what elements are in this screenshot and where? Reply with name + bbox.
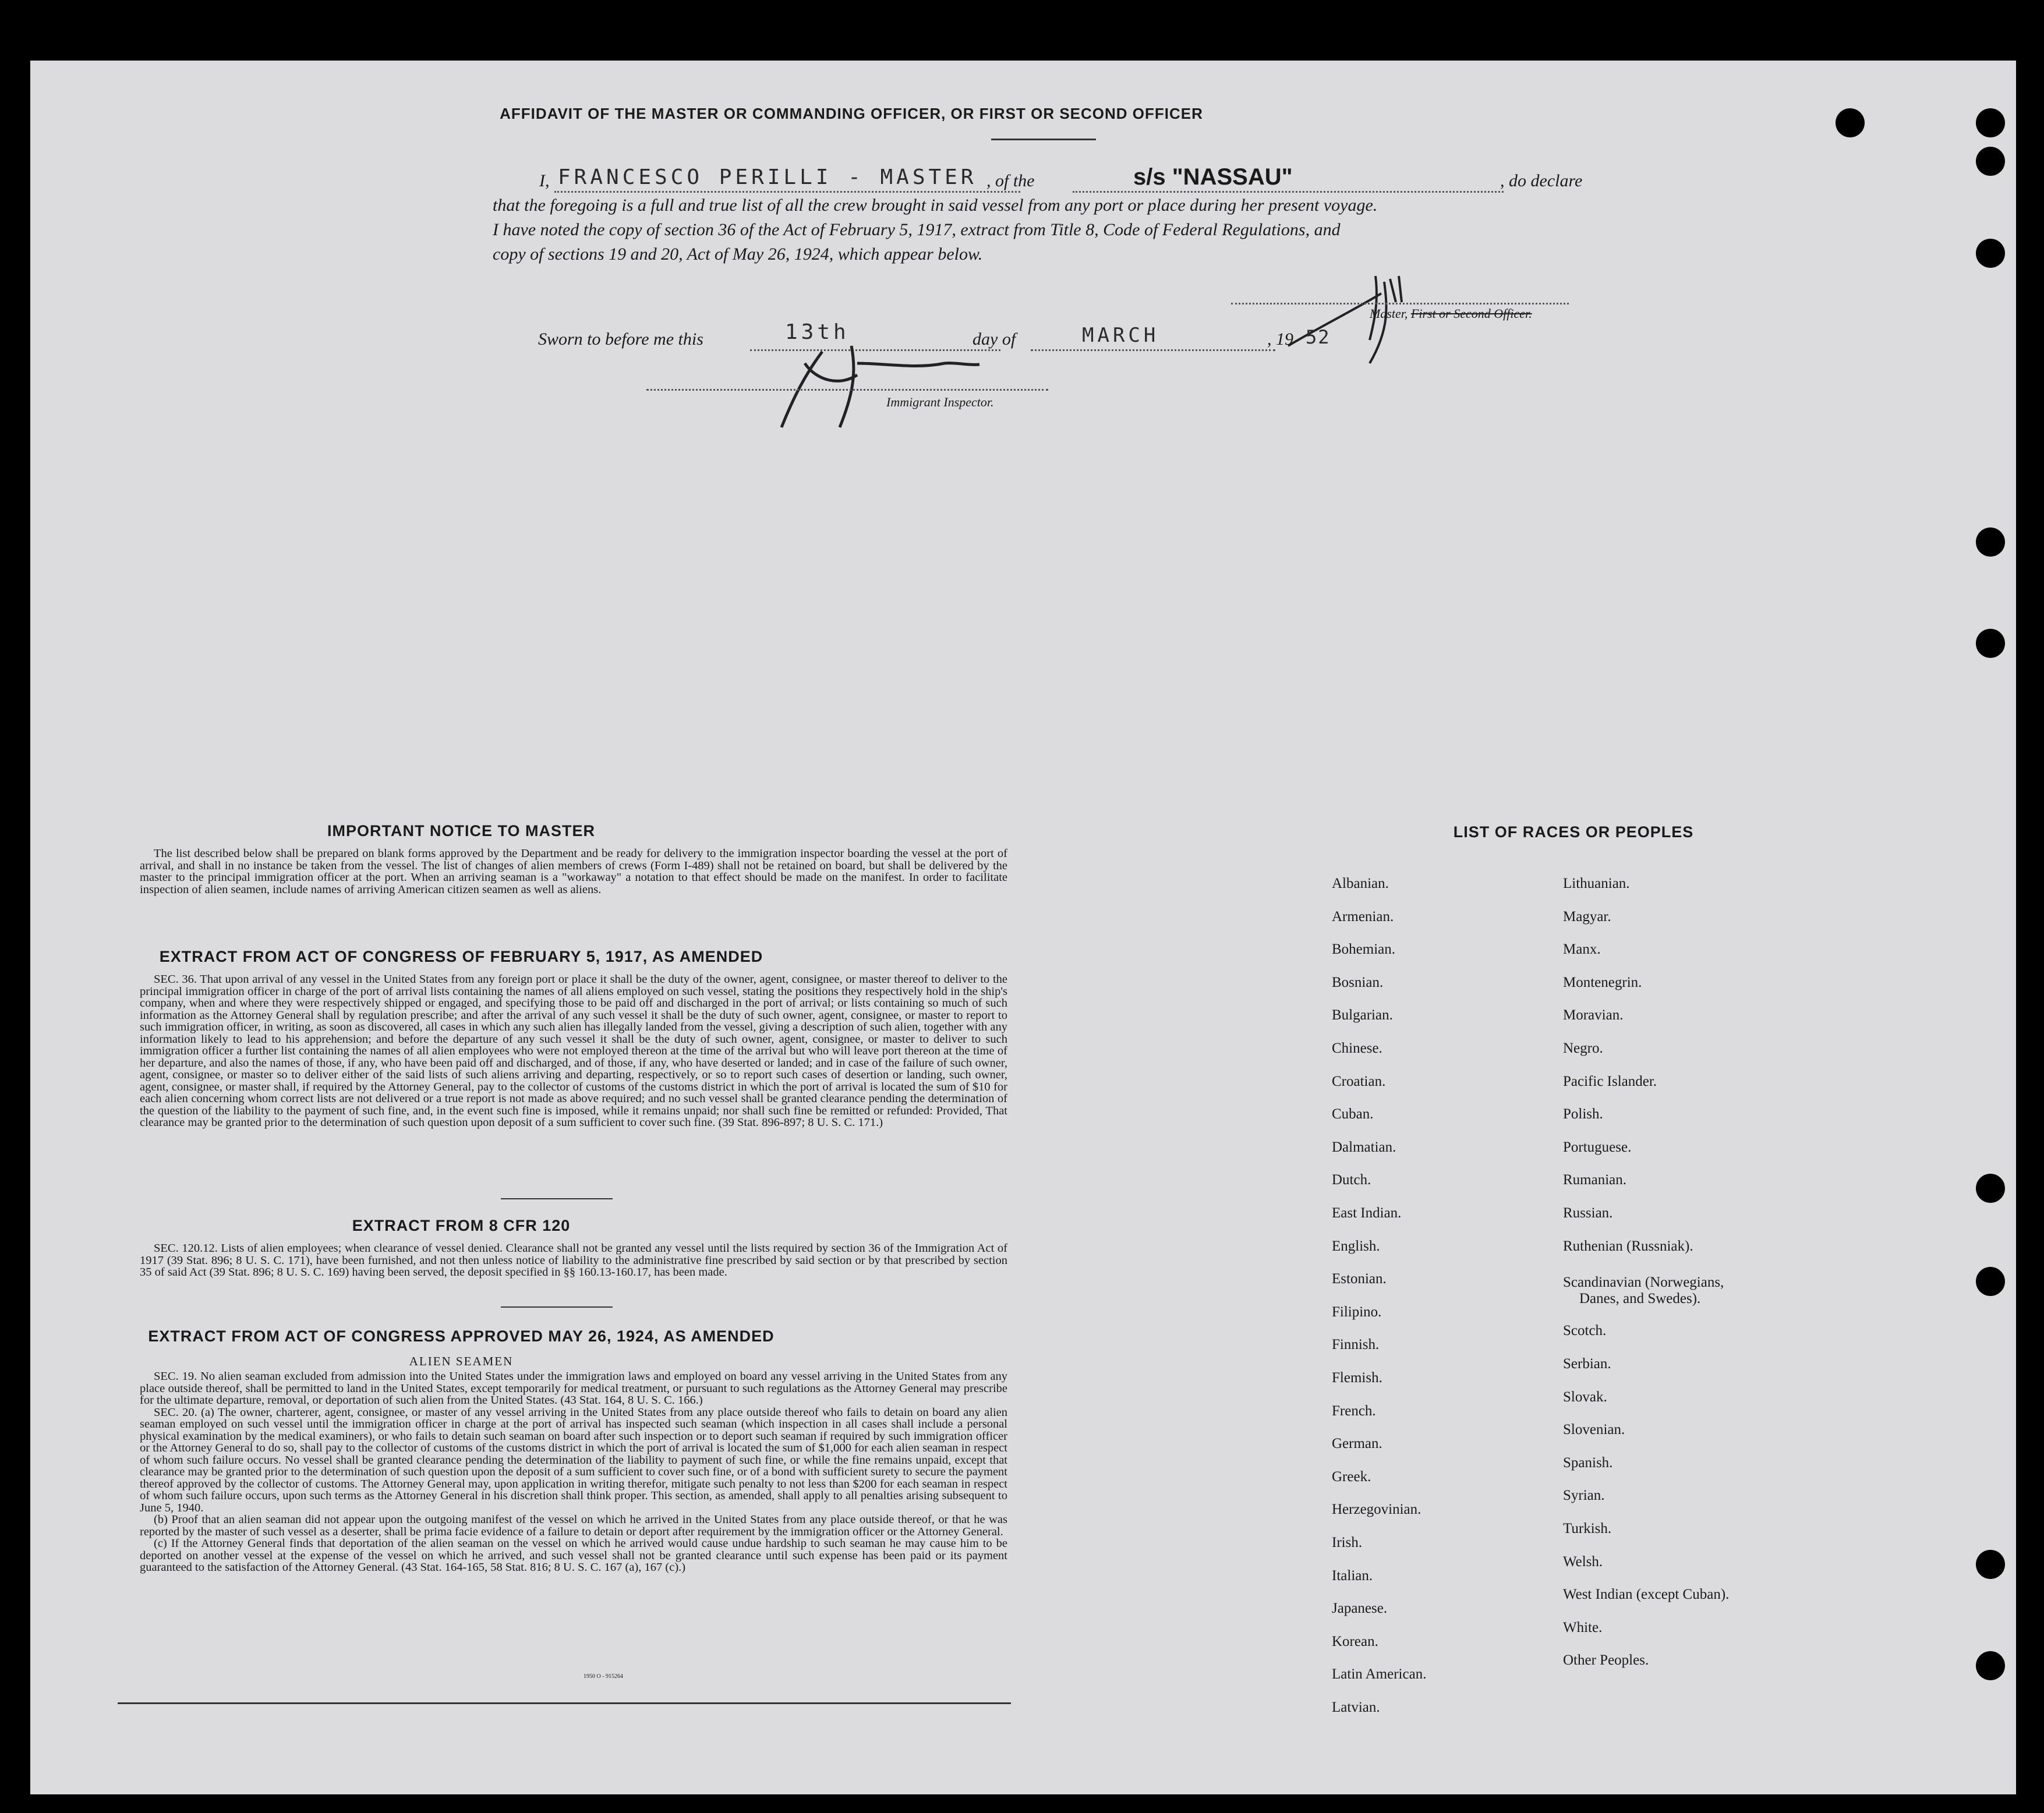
race-item: Slovenian. [1563, 1422, 1625, 1437]
extract-1924-body [140, 1371, 1007, 1574]
notice-paragraph: The list described below shall be prepared on blank forms approved by the Department and be ready for delivery to the immigration inspector boarding the vessel at the port of arrival, and shall in no instance be taken from the vessel. The list of changes of alien members of crews (Form I-489) shall not be retained on board, but shall be delivered by the master to the principal immigration officer at the port. When an arriving seaman is a "workaway" a notation to that effect should be made on the manifest. In order to facilitate inspection of alien seamen, include names of arriving American citizen seamen as well as aliens. [140, 847, 1007, 896]
punch-hole [1976, 629, 2005, 658]
race-item: Manx. [1563, 941, 1601, 957]
master-caption [1370, 306, 1532, 321]
race-item: Dalmatian. [1332, 1139, 1396, 1155]
race-item: Moravian. [1563, 1007, 1624, 1023]
punch-hole [1976, 239, 2005, 268]
race-item: Pacific Islander. [1563, 1074, 1657, 1089]
master-label: Master, [1370, 306, 1408, 321]
race-item: French. [1332, 1403, 1376, 1419]
extract-8cfr-body [140, 1242, 1007, 1279]
race-item: Croatian. [1332, 1074, 1386, 1089]
vessel-name: s/s "NASSAU" [1133, 164, 1293, 190]
races-heading: LIST OF RACES OR PEOPLES [1453, 823, 1694, 841]
punch-hole [1976, 147, 2005, 176]
race-item: Lithuanian. [1563, 876, 1630, 891]
section-36-paragraph: SEC. 36. That upon arrival of any vessel in the United States from any foreign port or place it shall be the duty of the owner, agent, consignee, or master thereof to deliver to the principal immigration officer in charge of the port of arrival lists containing the names of all aliens employed on such vessel, stating the positions they respectively hold in the ship's company, when and where they were respectively shipped or engaged, and specifying those to be paid off and discharged in the port of arrival; or lists containing so much of such information as the Attorney General shall by regulation prescribe; and after the arrival of any such vessel it shall be the duty of such owner, agent, consignee, or master to report to such immigration officer, in writing, as soon as discovered, all cases in which any such alien has illegally landed from the vessel, giving a description of such alien, together with any information likely to lead to his apprehension; and before the departure of any such vessel it shall be the duty of such owner, agent, consignee, or master to deliver to such immigration officer a further list containing the names of all alien employees who were not employed thereon at the time of the arrival but who will leave port thereon at the time of her departure, and also the names of those, if any, who have been paid off and discharged, and of those, if any, who have deserted or landed; and in case of the failure of such owner, agent, consignee, or master so to deliver either of the said lists of such aliens arriving and departing, respectively, or so to report such cases of desertion or landing, such owner, agent, consignee, or master shall, if required by the Attorney General, pay to the collector of customs of the customs district in which the port of arrival is located the sum of $10 for each alien concerning whom correct lists are not delivered or a true report is not made as above required; and no such vessel shall be granted clearance pending the determination of the question of the liability to the payment of such fine, and, in the event such fine is imposed, while it remains unpaid; nor shall such fine be remitted or refunded: Provided, That clearance may be granted prior to the determination of such question upon deposit of a sum sufficient to cover such fine. (39 Stat. 896-897; 8 U. S. C. 171.) [140, 973, 1007, 1129]
race-item: Magyar. [1563, 909, 1611, 925]
race-item: Herzegovinian. [1332, 1502, 1421, 1517]
race-item: Korean. [1332, 1634, 1378, 1649]
race-item: West Indian (except Cuban). [1563, 1587, 1730, 1602]
inspector-signature-line [646, 389, 1048, 391]
extract-8cfr-heading: EXTRACT FROM 8 CFR 120 [352, 1217, 571, 1234]
race-item: Bulgarian. [1332, 1007, 1393, 1023]
month-line [1031, 349, 1275, 351]
master-name-handwritten: FRANCESCO PERILLI - MASTER [558, 165, 977, 189]
year-handwritten: 52 [1306, 326, 1331, 348]
affidavit-line-3: copy of sections 19 and 20, Act of May 26, 1924, which appear below. [493, 245, 983, 264]
master-signature-line [1231, 303, 1569, 304]
race-item: Montenegrin. [1563, 975, 1642, 990]
punch-hole [1976, 1174, 2005, 1203]
year-label: , 19 [1267, 330, 1293, 349]
print-code: 1950 O - 915264 [584, 1673, 624, 1680]
race-item: Russian. [1563, 1205, 1613, 1221]
notice-body [140, 848, 1007, 895]
race-item: Greek. [1332, 1469, 1371, 1485]
race-item: Welsh. [1563, 1554, 1603, 1570]
race-item: Portuguese. [1563, 1139, 1632, 1155]
alien-seamen-subheading: ALIEN SEAMEN [409, 1354, 514, 1368]
punch-hole [1976, 1651, 2005, 1680]
race-item: Negro. [1563, 1040, 1603, 1056]
divider [501, 1198, 613, 1199]
section-20b-paragraph: (b) Proof that an alien seaman did not appear upon the outgoing manifest of the vessel on which he arrived in the United States from any place outside thereof, or that he was reported by the master of such vessel as a deserter, shall be prima facie evidence of a failure to detain or deport after requirement by the immigration officer or the Attorney General. [140, 1513, 1007, 1538]
do-declare-label: , do declare [1500, 171, 1583, 190]
affidavit-i: I, [539, 171, 550, 190]
divider [501, 1306, 613, 1308]
race-item: Scotch. [1563, 1323, 1607, 1338]
race-item: Latvian. [1332, 1699, 1380, 1715]
punch-hole [1976, 108, 2005, 137]
race-item: English. [1332, 1238, 1380, 1254]
extract-1917-heading: EXTRACT FROM ACT OF CONGRESS OF FEBRUARY 5, 1917, AS AMENDED [159, 948, 763, 965]
race-item: Danes, and Swedes). [1579, 1291, 1701, 1306]
race-item: Serbian. [1563, 1356, 1611, 1372]
section-120-paragraph: SEC. 120.12. Lists of alien employees; when clearance of vessel denied. Clearance shall not be granted any vessel until the lists required by section 36 of the Immigration Act of 1917 (39 Stat. 896; 8 U. S. C. 171), have been furnished, and not then unless notice of liability to the administrative fine prescribed by said section or by that prescribed by section 35 of said Act (39 Stat. 896; 8 U. S. C. 169) having been served, the deposit specified in §§ 160.13-160.17, has been made. [140, 1242, 1007, 1279]
race-item: Finnish. [1332, 1337, 1380, 1352]
of-the-label: , of the [986, 171, 1035, 190]
section-20a-paragraph: SEC. 20. (a) The owner, charterer, agent, consignee, or master of any vessel arriving in the United States from any place outside thereof who fails to detain on board any alien seaman employed on such vessel until the immigration officer in charge at the port of arrival has inspected such seaman (which inspection in all cases shall include a personal physical examination by the medical examiners), or who fails to detain such seaman on board after such inspection or to deport such seaman if required by such immigration officer or the Attorney General to do so, shall pay to the collector of customs of the customs district in which the port of arrival is located the sum of $1,000 for each alien seaman in respect of whom such failure occurs. No vessel shall be granted clearance pending the determination of the liability to payment of such fine, or while the fine remains unpaid, except that clearance may be granted prior to the determination of such question upon the deposit of a sum sufficient to cover such fine, or of a bond with sufficient surety to secure the payment thereof approved by the collector of customs. The Attorney General may, upon application in writing therefor, mitigate such penalty to not less than $200 for each seaman in respect of whom such failure occurs, upon such terms as the Attorney General in his discretion shall think proper. This section, as amended, shall apply to all penalties arising subsequent to June 5, 1940. [140, 1405, 1007, 1514]
race-item: Slovak. [1563, 1389, 1607, 1405]
race-item: Spanish. [1563, 1455, 1613, 1471]
affidavit-line-1: that the foregoing is a full and true list of all the crew brought in said vessel from any port or place during her present voyage. [493, 196, 1378, 215]
punch-hole [1976, 1267, 2005, 1296]
affidavit-title: AFFIDAVIT OF THE MASTER OR COMMANDING OFFICER, OR FIRST OR SECOND OFFICER [500, 105, 1203, 122]
race-item: Chinese. [1332, 1040, 1382, 1056]
race-item: Scandinavian (Norwegians, [1563, 1274, 1724, 1290]
race-item: Bosnian. [1332, 975, 1384, 990]
race-item: Albanian. [1332, 876, 1389, 891]
vessel-line [1073, 191, 1504, 193]
race-item: Syrian. [1563, 1488, 1605, 1503]
extract-1924-heading: EXTRACT FROM ACT OF CONGRESS APPROVED MAY 26, 1924, AS AMENDED [148, 1327, 775, 1345]
bottom-rule [118, 1702, 1011, 1704]
race-item: Latin American. [1332, 1666, 1427, 1682]
race-item: Cuban. [1332, 1106, 1374, 1122]
extract-1917-body [140, 973, 1007, 1129]
race-item: Italian. [1332, 1568, 1373, 1584]
punch-hole [1836, 108, 1865, 137]
race-item: Armenian. [1332, 909, 1394, 925]
divider [991, 139, 1096, 140]
document-sheet [30, 61, 2016, 1794]
race-item: Dutch. [1332, 1172, 1371, 1188]
race-item: White. [1563, 1620, 1603, 1635]
section-20c-paragraph: (c) If the Attorney General finds that deportation of the alien seaman on the vessel on which he arrived would cause undue hardship to such seaman he may cause him to be deported on another vessel at the expense of the vessel on which he arrived, and such vessel shall not be granted clearance until such expense has been paid or its payment guaranteed to the satisfaction of the Attorney General. (43 Stat. 164-165, 58 Stat. 816; 8 U. S. C. 167 (a), 167 (c).) [140, 1537, 1007, 1574]
race-item: Estonian. [1332, 1271, 1387, 1287]
day-handwritten: 13th [785, 320, 850, 344]
affidavit-line-2: I have noted the copy of section 36 of the Act of February 5, 1917, extract from Title 8, Code of Federal Regulations, and [493, 220, 1341, 239]
race-item: German. [1332, 1436, 1382, 1451]
punch-hole [1976, 1550, 2005, 1579]
section-19-paragraph: SEC. 19. No alien seaman excluded from admission into the United States under the immigration laws and employed on board any vessel arriving in the United States from any place outside thereof, shall be permitted to land in the United States, except temporarily for medical treatment, or pursuant to such regulations as the Attorney General may prescribe for the ultimate departure, removal, or deportation of such alien from the United States. (43 Stat. 164, 8 U. S. C. 166.) [140, 1370, 1007, 1407]
race-item: Filipino. [1332, 1304, 1382, 1320]
race-item: Ruthenian (Russniak). [1563, 1238, 1693, 1254]
struck-officer-label: First or Second Officer. [1410, 306, 1532, 321]
race-item: Bohemian. [1332, 941, 1396, 957]
race-item: Polish. [1563, 1106, 1603, 1122]
punch-hole [1976, 527, 2005, 557]
race-item: East Indian. [1332, 1205, 1402, 1221]
month-handwritten: MARCH [1082, 324, 1159, 347]
day-of-label: day of [973, 330, 1016, 349]
inspector-signature [770, 328, 1014, 433]
race-item: Rumanian. [1563, 1172, 1627, 1188]
name-line [554, 191, 1020, 193]
notice-heading: IMPORTANT NOTICE TO MASTER [327, 822, 595, 840]
race-item: Other Peoples. [1563, 1652, 1649, 1668]
race-item: Japanese. [1332, 1600, 1388, 1616]
race-item: Irish. [1332, 1535, 1363, 1550]
sworn-label: Sworn to before me this [538, 330, 703, 349]
inspector-caption: Immigrant Inspector. [886, 395, 994, 409]
race-item: Turkish. [1563, 1521, 1612, 1536]
race-item: Flemish. [1332, 1370, 1382, 1386]
